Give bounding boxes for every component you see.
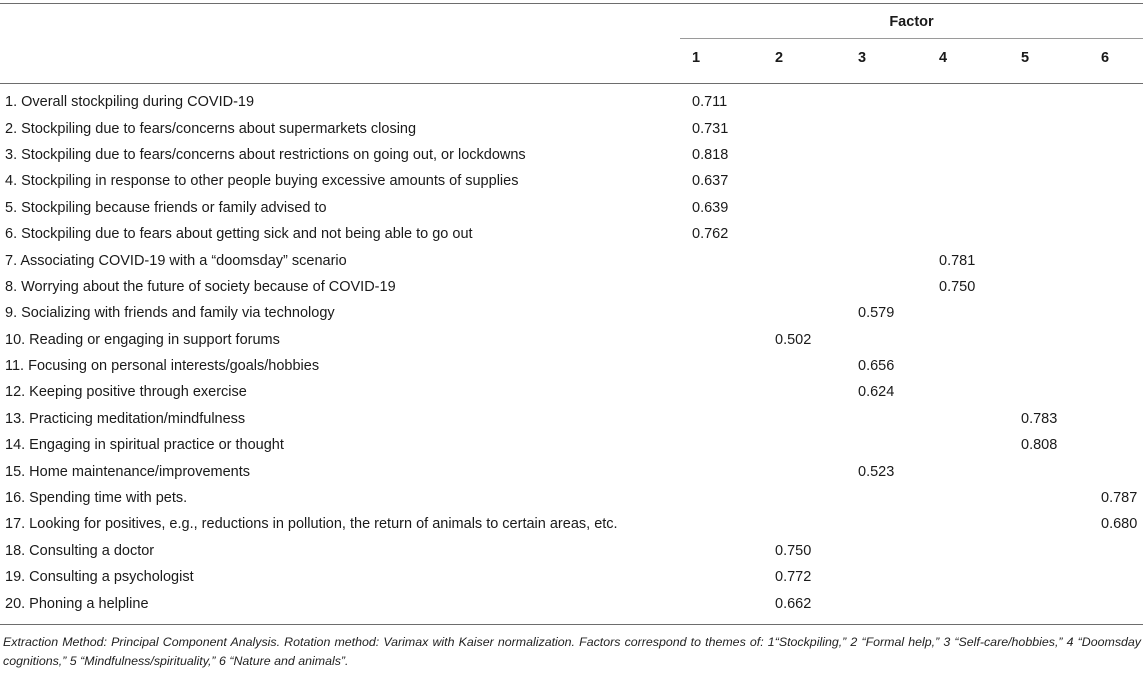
item-label: 6. Stockpiling due to fears about getting sick and not being able to go out	[5, 226, 473, 243]
factor-column-5: 5	[1021, 50, 1030, 66]
empty-cell	[939, 511, 1021, 537]
loading-value-factor-2: 0.750	[775, 542, 812, 559]
empty-cell	[692, 432, 775, 458]
item-label: 3. Stockpiling due to fears/concerns about restrictions on going out, or lockdowns	[5, 146, 526, 163]
empty-cell	[858, 564, 939, 590]
empty-cell	[858, 432, 939, 458]
item-label: 12. Keeping positive through exercise	[5, 384, 247, 401]
table-row	[0, 406, 1143, 432]
empty-cell	[1021, 564, 1101, 590]
loading-value-factor-3: 0.579	[858, 305, 895, 322]
loading-value-factor-1: 0.731	[692, 120, 729, 137]
empty-cell	[1101, 247, 1143, 273]
table-row	[0, 195, 1143, 221]
bottom-rule	[0, 624, 1143, 625]
empty-cell	[858, 142, 939, 168]
empty-cell	[1021, 485, 1101, 511]
empty-cell	[1101, 458, 1143, 484]
item-label: 17. Looking for positives, e.g., reductions in pollution, the return of animals to certain areas, etc.	[5, 516, 618, 533]
empty-cell	[858, 247, 939, 273]
empty-cell	[775, 274, 858, 300]
item-label: 1. Overall stockpiling during COVID-19	[5, 94, 255, 111]
empty-cell	[1021, 221, 1101, 247]
item-label: 9. Socializing with friends and family via technology	[5, 305, 335, 322]
empty-cell	[1101, 195, 1143, 221]
empty-cell	[1021, 195, 1101, 221]
loading-value-factor-3: 0.523	[858, 463, 895, 480]
empty-cell	[939, 142, 1021, 168]
loading-value-factor-1: 0.637	[692, 173, 729, 190]
table-row	[0, 274, 1143, 300]
empty-cell	[858, 511, 939, 537]
empty-cell	[775, 432, 858, 458]
empty-cell	[939, 485, 1021, 511]
empty-cell	[775, 511, 858, 537]
empty-cell	[858, 485, 939, 511]
empty-cell	[858, 115, 939, 141]
empty-cell	[692, 274, 775, 300]
empty-cell	[1021, 379, 1101, 405]
empty-cell	[775, 379, 858, 405]
empty-cell	[858, 89, 939, 115]
empty-cell	[692, 379, 775, 405]
loading-value-factor-6: 0.680	[1101, 516, 1138, 533]
empty-cell	[692, 511, 775, 537]
empty-cell	[775, 168, 858, 194]
table-row	[0, 89, 1143, 115]
empty-cell	[692, 485, 775, 511]
loading-value-factor-2: 0.662	[775, 595, 812, 612]
table-row	[0, 590, 1143, 616]
factor-column-2: 2	[775, 50, 784, 66]
empty-cell	[1021, 353, 1101, 379]
empty-cell	[1101, 327, 1143, 353]
table-row	[0, 485, 1143, 511]
empty-cell	[858, 406, 939, 432]
table-row	[0, 247, 1143, 273]
empty-cell	[1021, 247, 1101, 273]
empty-cell	[775, 300, 858, 326]
table-row	[0, 221, 1143, 247]
table-row	[0, 353, 1143, 379]
empty-cell	[1101, 353, 1143, 379]
empty-cell	[692, 406, 775, 432]
empty-cell	[692, 300, 775, 326]
item-label: 13. Practicing meditation/mindfulness	[5, 410, 246, 427]
empty-cell	[858, 327, 939, 353]
table-row	[0, 142, 1143, 168]
factor-column-1: 1	[692, 50, 701, 66]
item-label: 14. Engaging in spiritual practice or thought	[5, 437, 284, 454]
empty-cell	[1021, 115, 1101, 141]
empty-cell	[858, 221, 939, 247]
empty-cell	[1101, 300, 1143, 326]
table-row	[0, 511, 1143, 537]
empty-cell	[775, 115, 858, 141]
empty-cell	[775, 353, 858, 379]
item-rows	[0, 89, 1143, 617]
empty-cell	[775, 195, 858, 221]
loading-value-factor-2: 0.772	[775, 569, 812, 586]
empty-cell	[939, 221, 1021, 247]
empty-cell	[692, 564, 775, 590]
empty-cell	[939, 327, 1021, 353]
factor-heading-underline	[680, 38, 1143, 39]
empty-cell	[1101, 115, 1143, 141]
factor-heading: Factor	[889, 14, 934, 30]
loading-value-factor-5: 0.783	[1021, 410, 1058, 427]
empty-cell	[775, 142, 858, 168]
empty-cell	[1021, 142, 1101, 168]
table-row	[0, 379, 1143, 405]
top-rule	[0, 3, 1143, 4]
empty-cell	[939, 353, 1021, 379]
empty-cell	[939, 538, 1021, 564]
item-label: 11. Focusing on personal interests/goals/hobbies	[5, 358, 320, 375]
table-footnote: Extraction Method: Principal Component Analysis. Rotation method: Varimax with Kaiser normalization. Factors correspond to themes of: 1“Stockpiling,” 2 “Formal help,” 3 “Self-care/hobbies,” 4 “Doomsday cognitions,” 5 “Mindfulness/spirituality,” 6 “Nature and animals”.	[3, 635, 1141, 668]
table-row	[0, 115, 1143, 141]
table-row	[0, 300, 1143, 326]
empty-cell	[939, 406, 1021, 432]
item-label: 5. Stockpiling because friends or family advised to	[5, 199, 327, 216]
empty-cell	[775, 221, 858, 247]
loading-value-factor-4: 0.750	[939, 278, 976, 295]
loading-value-factor-3: 0.624	[858, 384, 895, 401]
loading-value-factor-5: 0.808	[1021, 437, 1058, 454]
loading-value-factor-1: 0.639	[692, 199, 729, 216]
empty-cell	[939, 168, 1021, 194]
empty-cell	[692, 458, 775, 484]
empty-cell	[1101, 89, 1143, 115]
empty-cell	[858, 195, 939, 221]
empty-cell	[1101, 590, 1143, 616]
empty-cell	[1021, 511, 1101, 537]
empty-cell	[939, 379, 1021, 405]
item-label: 10. Reading or engaging in support forums	[5, 331, 280, 348]
item-label: 15. Home maintenance/improvements	[5, 463, 251, 480]
empty-cell	[1101, 274, 1143, 300]
empty-cell	[1021, 590, 1101, 616]
empty-cell	[939, 564, 1021, 590]
empty-cell	[939, 115, 1021, 141]
item-label: 2. Stockpiling due to fears/concerns about supermarkets closing	[5, 120, 417, 137]
empty-cell	[939, 195, 1021, 221]
empty-cell	[1101, 406, 1143, 432]
loading-value-factor-3: 0.656	[858, 358, 895, 375]
item-label: 8. Worrying about the future of society because of COVID-19	[5, 278, 396, 295]
item-label: 4. Stockpiling in response to other people buying excessive amounts of supplies	[5, 173, 519, 190]
empty-cell	[692, 590, 775, 616]
empty-cell	[1101, 168, 1143, 194]
factor-column-3: 3	[858, 50, 867, 66]
empty-cell	[1021, 538, 1101, 564]
loading-value-factor-1: 0.762	[692, 226, 729, 243]
item-label: 20. Phoning a helpline	[5, 595, 149, 612]
empty-cell	[1021, 327, 1101, 353]
empty-cell	[1021, 89, 1101, 115]
empty-cell	[1021, 168, 1101, 194]
empty-cell	[775, 89, 858, 115]
table-row	[0, 327, 1143, 353]
empty-cell	[1101, 564, 1143, 590]
empty-cell	[775, 247, 858, 273]
loading-value-factor-1: 0.818	[692, 146, 729, 163]
item-label: 7. Associating COVID-19 with a “doomsday” scenario	[5, 252, 347, 269]
loading-value-factor-1: 0.711	[692, 94, 728, 111]
empty-cell	[775, 458, 858, 484]
loading-value-factor-4: 0.781	[939, 252, 976, 269]
loading-value-factor-2: 0.502	[775, 331, 812, 348]
table-row	[0, 432, 1143, 458]
item-label: 18. Consulting a doctor	[5, 542, 155, 559]
empty-cell	[939, 89, 1021, 115]
factor-column-4: 4	[939, 50, 948, 66]
empty-cell	[939, 432, 1021, 458]
empty-cell	[692, 327, 775, 353]
empty-cell	[858, 274, 939, 300]
loading-value-factor-6: 0.787	[1101, 490, 1138, 507]
empty-cell	[1021, 274, 1101, 300]
empty-cell	[692, 353, 775, 379]
empty-cell	[1101, 142, 1143, 168]
factor-column-6: 6	[1101, 50, 1110, 66]
empty-cell	[775, 406, 858, 432]
empty-cell	[858, 590, 939, 616]
empty-cell	[1021, 458, 1101, 484]
item-label: 16. Spending time with pets.	[5, 490, 188, 507]
empty-cell	[939, 300, 1021, 326]
empty-cell	[858, 168, 939, 194]
empty-cell	[692, 247, 775, 273]
empty-cell	[692, 538, 775, 564]
empty-cell	[1021, 300, 1101, 326]
empty-cell	[858, 538, 939, 564]
empty-cell	[1101, 432, 1143, 458]
empty-cell	[1101, 221, 1143, 247]
empty-cell	[775, 485, 858, 511]
header-rule	[0, 83, 1143, 84]
table-row	[0, 538, 1143, 564]
empty-cell	[1101, 538, 1143, 564]
empty-cell	[1101, 379, 1143, 405]
table-row	[0, 168, 1143, 194]
table-row	[0, 564, 1143, 590]
empty-cell	[939, 590, 1021, 616]
empty-cell	[939, 458, 1021, 484]
item-label: 19. Consulting a psychologist	[5, 569, 194, 586]
table-row	[0, 458, 1143, 484]
